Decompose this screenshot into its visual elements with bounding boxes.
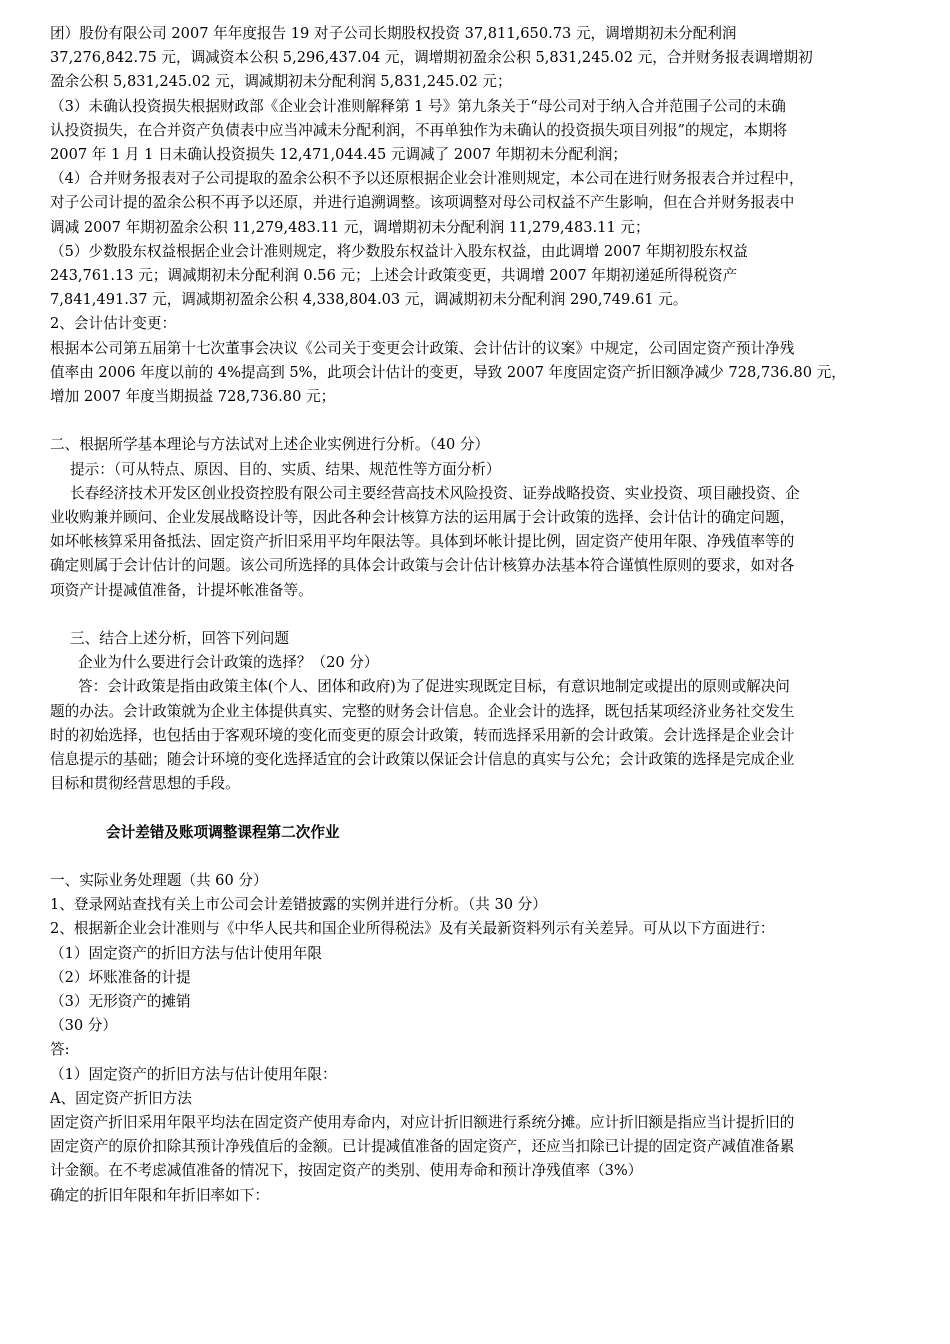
text-line: 2007 年 1 月 1 日未确认投资损失 12,471,044.45 元调减了 2007 年期初未分配利润； (50, 146, 628, 164)
assignment-title-block (50, 821, 906, 845)
list-item: （3）无形资产的摊销 (50, 993, 191, 1011)
section-two (50, 433, 906, 602)
question-line: 企业为什么要进行会计政策的选择？（20 分） (78, 654, 379, 672)
paragraph-item-4 (50, 167, 906, 240)
paragraph-item-3 (50, 95, 906, 168)
text-line: 目标和贯彻经营思想的手段。 (50, 775, 240, 793)
text-line: 243,761.13 元；调减期初未分配利润 0.56 元；上述会计政策变更，共调增 2007 年期初递延所得税资产 (50, 267, 738, 285)
text-line: 计金额。在不考虑减值准备的情况下，按固定资产的类别、使用寿命和预计净残值率（3%） (50, 1162, 643, 1180)
text-line: 答：会计政策是指由政策主体(个人、团体和政府)为了促进实现既定目标，有意识地制定或提出的原则或解决问 (78, 678, 790, 696)
text-line: 信息提示的基础；随会计环境的变化选择适宜的会计政策以保证会计信息的真实与公允；会计政策的选择是完成企业 (50, 751, 795, 769)
assignment-body (50, 869, 906, 1208)
text-line: 如坏帐核算采用备抵法、固定资产折旧采用平均年限法等。具体到坏帐计提比例，固定资产使用年限、净残值率等的 (50, 533, 795, 551)
text-line: 增加 2007 年度当期损益 728,736.80 元； (50, 388, 336, 406)
text-line: 值率由 2006 年度以前的 4%提高到 5%，此项会计估计的变更，导致 2007 年度固定资产折旧额净减少 728,736.80 元， (50, 363, 846, 381)
text-line: 调减 2007 年期初盈余公积 11,279,483.11 元，调增期初未分配利润 11,279,483.11 元； (50, 218, 650, 236)
text-line: 2、根据新企业会计准则与《中华人民共和国企业所得税法》及有关最新资料列示有关差异。可从以下方面进行： (50, 920, 775, 938)
text-line: （3）未确认投资损失根据财政部《企业会计准则解释第 1 号》第九条关于“母公司对于纳入合并范围子公司的未确 (50, 97, 786, 115)
text-line: 根据本公司第五届第十七次董事会决议《公司关于变更会计政策、会计估计的议案》中规定，公司固定资产预计净残 (50, 339, 795, 357)
subheading: A、固定资产折旧方法 (50, 1089, 192, 1107)
paragraph-item-5 (50, 240, 906, 313)
score-line: （30 分） (50, 1017, 117, 1035)
text-line: 盈余公积 5,831,245.02 元，调减期初未分配利润 5,831,245.02 元； (50, 73, 512, 91)
text-line: 项资产计提减值准备，计提坏帐准备等。 (50, 581, 313, 599)
section-heading: 一、实际业务处理题（共 60 分） (50, 872, 268, 890)
section-heading: 2、会计估计变更： (50, 315, 177, 333)
blank-line (50, 845, 906, 869)
subheading: （1）固定资产的折旧方法与估计使用年限： (50, 1065, 337, 1083)
paragraph-estimate-change (50, 312, 906, 409)
text-line: 固定资产折旧采用年限平均法在固定资产使用寿命内，对应计折旧额进行系统分摊。应计折旧额是指应当计提折旧的 (50, 1114, 795, 1132)
answer-label: 答: (50, 1041, 70, 1059)
text-line: 团）股份有限公司 2007 年年度报告 19 对子公司长期股权投资 37,811,650.73 元，调增期初未分配利润 (50, 25, 737, 42)
section-three (50, 627, 906, 796)
text-line: 题的办法。会计政策就为企业主体提供真实、完整的财务会计信息。企业会计的选择，既包括某项经济业务社交发生 (50, 702, 795, 720)
text-line: 业收购兼并顾问、企业发展战略设计等，因此各种会计核算方法的运用属于会计政策的选择、会计估计的确定问题， (50, 509, 795, 527)
text-line: 长春经济技术开发区创业投资控股有限公司主要经营高技术风险投资、证券战略投资、实业投资、项目融投资、企 (70, 484, 800, 502)
paragraph-policy-change-2 (50, 22, 906, 95)
text-line: （5）少数股东权益根据企业会计准则规定，将少数股东权益计入股东权益，由此调增 2007 年期初股东权益 (50, 242, 748, 260)
text-line: 固定资产的原价扣除其预计净残值后的金额。已计提减值准备的固定资产，还应当扣除已计提的固定资产减值准备累 (50, 1138, 795, 1156)
text-line: 确定的折旧年限和年折旧率如下： (50, 1186, 269, 1204)
document-body (50, 22, 906, 1208)
hint-line: 提示：（可从特点、原因、目的、实质、结果、规范性等方面分析） (70, 460, 501, 478)
text-line: 认投资损失，在合并资产负债表中应当冲减未分配利润，不再单独作为未确认的投资损失项目列报”的规定，本期将 (50, 121, 788, 139)
text-line: 37,276,842.75 元，调减资本公积 5,296,437.04 元，调增期初盈余公积 5,831,245.02 元，合并财务报表调增期初 (50, 49, 813, 67)
blank-line (50, 603, 906, 627)
text-line: （4）合并财务报表对子公司提取的盈余公积不予以还原根据企业会计准则规定，本公司在进行财务报表合并过程中， (50, 170, 804, 188)
text-line: 7,841,491.37 元，调减期初盈余公积 4,338,804.03 元，调减期初未分配利润 290,749.61 元。 (50, 291, 688, 309)
section-heading: 二、根据所学基本理论与方法试对上述企业实例进行分析。（40 分） (50, 436, 490, 454)
assignment-title: 会计差错及账项调整课程第二次作业 (106, 823, 340, 841)
text-line: 1、登录网站查找有关上市公司会计差错披露的实例并进行分析。（共 30 分） (50, 896, 547, 914)
text-line: 确定则属于会计估计的问题。该公司所选择的具体会计政策与会计估计核算办法基本符合谨慎性原则的要求，如对各 (50, 557, 795, 575)
blank-line (50, 796, 906, 820)
list-item: （1）固定资产的折旧方法与估计使用年限 (50, 944, 322, 962)
text-line: 对子公司计提的盈余公积不再予以还原，并进行追溯调整。该项调整对母公司权益不产生影响，但在合并财务报表中 (50, 194, 795, 212)
section-heading: 三、结合上述分析，回答下列问题 (70, 630, 289, 648)
list-item: （2）坏账准备的计提 (50, 968, 191, 986)
blank-line (50, 409, 906, 433)
text-line: 时的初始选择，也包括由于客观环境的变化而变更的原会计政策，转而选择采用新的会计政策。会计选择是企业会计 (50, 726, 795, 744)
